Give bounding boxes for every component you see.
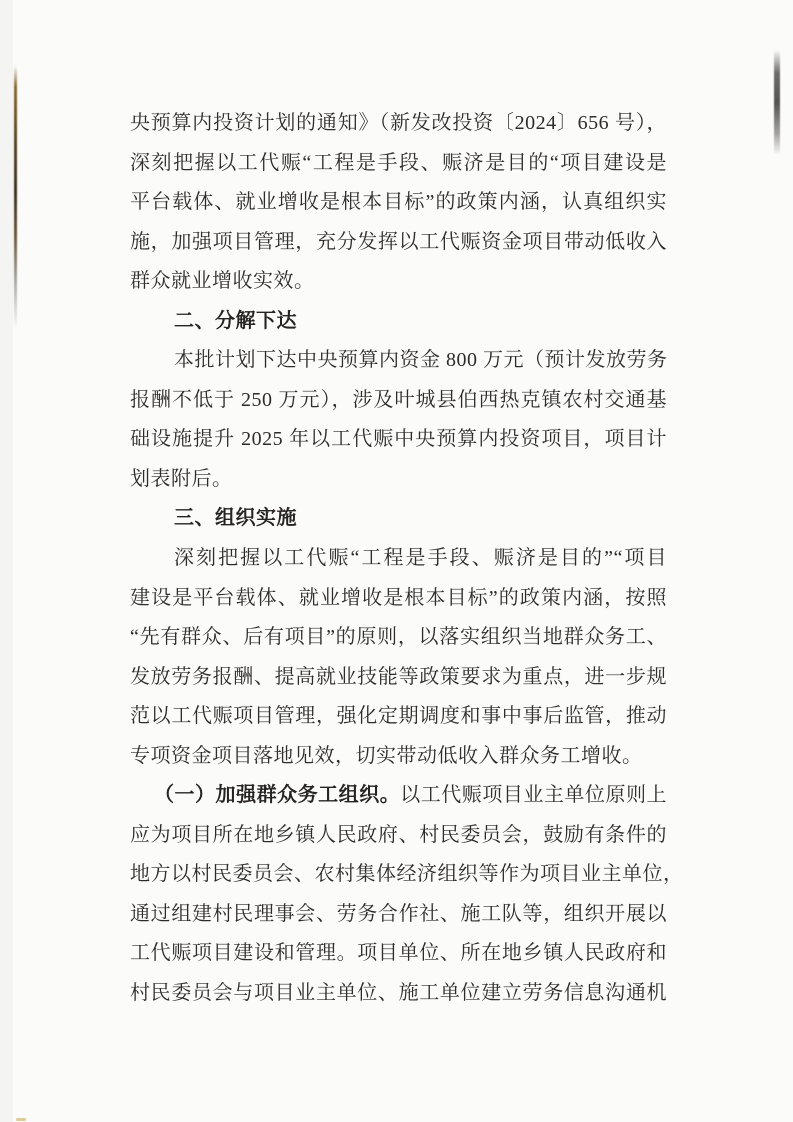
paragraph-line (130, 618, 667, 658)
paragraph-line (130, 658, 667, 698)
bold-text-segment: （一）加强群众务工组织。 (154, 784, 401, 807)
scan-artifact-right-streak (774, 50, 780, 155)
text-segment: 通过组建村民理事会、劳务合作社、施工队等，组织开展以 (130, 902, 667, 925)
text-segment: 础设施提升 2025 年以工代赈中央预算内投资项目，项目计 (130, 428, 667, 451)
section-heading (130, 499, 667, 539)
document-text-block (130, 104, 684, 1014)
text-segment: 深刻把握以工代赈“工程是手段、赈济是目的”“项目 (174, 547, 667, 570)
paragraph-line (130, 816, 667, 856)
text-segment: 报酬不低于 250 万元），涉及叶城县伯西热克镇农村交通基 (130, 388, 667, 411)
text-segment: 群众就业增收实效。 (130, 270, 315, 293)
paragraph-line (130, 697, 667, 737)
text-segment: 发放劳务报酬、提高就业技能等政策要求为重点，进一步规 (130, 665, 667, 688)
text-segment: 划表附后。 (130, 467, 233, 490)
paragraph-line (130, 341, 667, 381)
paragraph-line (130, 737, 667, 777)
text-segment: 以工代赈项目业主单位原则上 (400, 784, 667, 807)
text-segment: 央预算内投资计划的通知》（新发改投资〔2024〕656 号）， (130, 112, 667, 134)
paragraph-line (130, 381, 667, 421)
scan-artifact-speck (16, 1118, 26, 1121)
paragraph-lead (130, 776, 667, 816)
scanner-edge-strip (0, 0, 13, 1122)
text-segment: 地方以村民委员会、农村集体经济组织等作为项目业主单位， (130, 863, 684, 886)
paragraph-line (130, 262, 667, 302)
paragraph-line (130, 104, 667, 144)
paragraph-line (130, 974, 667, 1014)
text-segment: 工代赈项目建设和管理。项目单位、所在地乡镇人民政府和 (130, 942, 667, 965)
text-segment: 村民委员会与项目业主单位、施工单位建立劳务信息沟通机 (130, 982, 667, 1005)
paragraph-line (130, 579, 667, 619)
text-segment: 本批计划下达中央预算内资金 800 万元（预计发放劳务 (174, 349, 668, 372)
text-segment: 应为项目所在地乡镇人民政府、村民委员会，鼓励有条件的 (130, 823, 667, 846)
paragraph-line (130, 144, 667, 184)
paragraph-line (130, 855, 684, 895)
text-segment: 建设是平台载体、就业增收是根本目标”的政策内涵，按照 (130, 586, 667, 609)
text-segment: 平台载体、就业增收是根本目标”的政策内涵，认真组织实 (130, 191, 667, 214)
paragraph-line (130, 420, 667, 460)
paragraph-line (130, 539, 667, 579)
paragraph-line (130, 460, 667, 500)
paragraph-line (130, 223, 667, 263)
bold-text-segment: 三、组织实施 (174, 507, 297, 530)
paragraph-line (130, 895, 667, 935)
text-segment: 专项资金项目落地见效，切实带动低收入群众务工增收。 (130, 744, 643, 767)
bold-text-segment: 二、分解下达 (174, 309, 297, 332)
text-segment: 深刻把握以工代赈“工程是手段、赈济是目的“项目建设是 (130, 151, 667, 174)
section-heading (130, 302, 667, 342)
text-segment: 施，加强项目管理，充分发挥以工代赈资金项目带动低收入 (130, 230, 667, 253)
text-segment: “先有群众、后有项目”的原则，以落实组织当地群众务工、 (130, 626, 667, 649)
scan-artifact-left-edge-line (14, 66, 17, 328)
paragraph-line (130, 183, 667, 223)
text-segment: 范以工代赈项目管理，强化定期调度和事中事后监管，推动 (130, 705, 667, 728)
paragraph-line (130, 934, 667, 974)
